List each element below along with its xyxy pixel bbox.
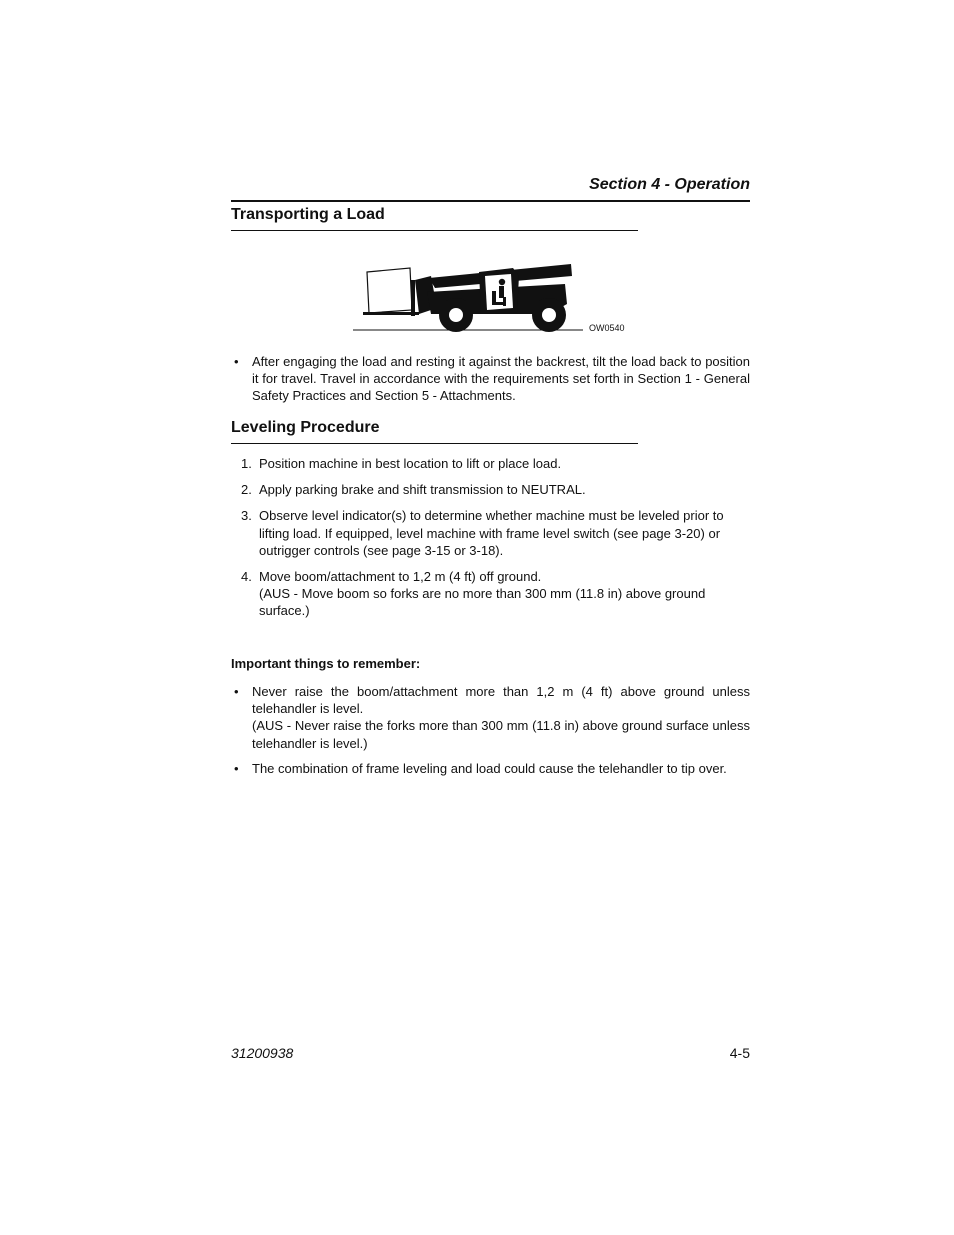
list-item: 4. Move boom/attachment to 1,2 m (4 ft) off ground. (AUS - Move boom so forks are no more than 300 mm (11.8 in) above ground surface.): [241, 569, 706, 619]
important-heading: Important things to remember:: [231, 656, 421, 671]
heading-transporting-a-load: Transporting a Load: [231, 206, 385, 223]
list-item: • After engaging the load and resting it against the backrest, tilt the load back to position it for travel. Travel in accordance with the requirements set forth in Section 1 - General Safety Practices and Section 5 - Attachments.: [234, 354, 750, 404]
list-item: 3. Observe level indicator(s) to determine whether machine must be leveled prior to lifting load. If equipped, level machine with frame level switch (see page 3-20) or outrigger controls (see page 3-15 or 3-18).: [241, 508, 724, 558]
transport-bullet-list: [234, 353, 750, 413]
list-item: 2. Apply parking brake and shift transmission to NEUTRAL.: [241, 482, 586, 498]
list-item: • The combination of frame leveling and load could cause the telehandler to tip over.: [234, 760, 727, 776]
heading-rule: [231, 443, 638, 444]
figure-code: OW0540: [589, 323, 625, 333]
telehandler-illustration: [353, 258, 593, 334]
list-item: • Never raise the boom/attachment more than 1,2 m (4 ft) above ground unless telehandler is level. (AUS - Never raise the forks more than 300 mm (11.8 in) above ground surface unless telehandler is level.): [234, 684, 750, 751]
list-item: 1. Position machine in best location to lift or place load.: [241, 456, 562, 471]
leveling-steps-list: [241, 455, 750, 629]
page-number: 4-5: [729, 1045, 750, 1061]
important-bullet-list: [234, 683, 750, 785]
document-number: 31200938: [231, 1045, 294, 1061]
section-header: Section 4 - Operation: [589, 176, 750, 193]
header-rule: [231, 200, 750, 202]
heading-leveling-procedure: Leveling Procedure: [231, 419, 380, 436]
heading-rule: [231, 230, 638, 231]
